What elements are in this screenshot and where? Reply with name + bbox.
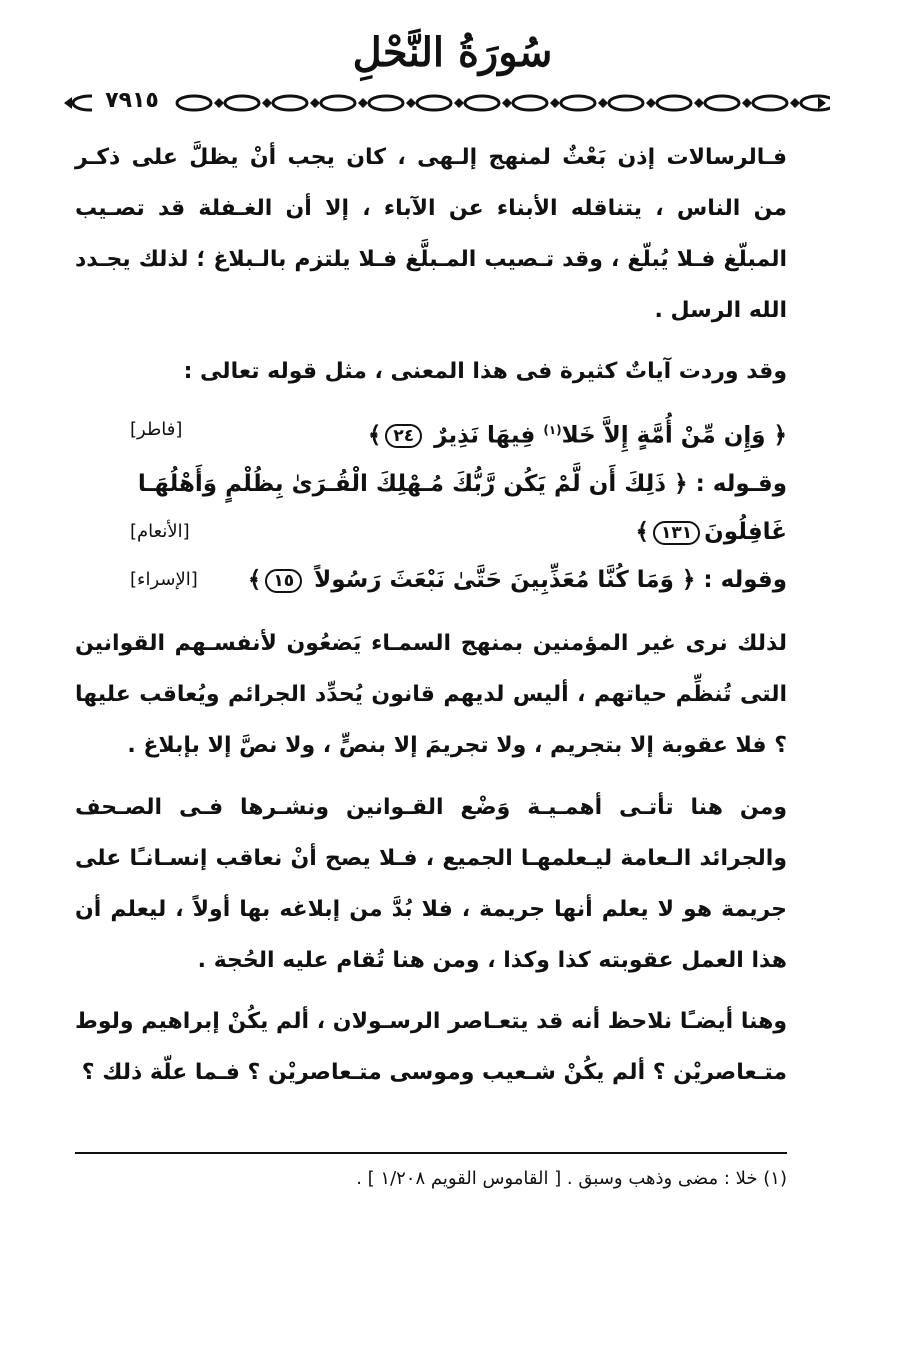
verse-anam-line-1 [75, 460, 787, 508]
verse-intro: وقـوله : [687, 471, 787, 497]
verse-anam-line-2 [75, 508, 787, 556]
footnote-divider [75, 1152, 787, 1154]
verse-intro: وقوله : [695, 567, 787, 593]
footnote-marker: (١) [543, 423, 562, 437]
verse-fatir [75, 406, 787, 454]
header-ornament-border [60, 88, 830, 118]
surah-title: سُورَةُ النَّحْلِ [352, 29, 553, 76]
chain-ornament-icon [60, 88, 830, 118]
verse-text: وقوله : ﴿ وَمَا كُنَّا مُعَذِّبِينَ حَتَّىٰ نَبْعَثَ رَسُولاً ١٥﴾ [247, 567, 787, 593]
paragraph-5: وهنا أيضـًا نلاحظ أنه قد يتعـاصر الرسـولان ، ألم يكُنْ إبراهيم ولوط متـعاصريْن ؟ ألم يكُنْ شـعيب وموسى متـعاصريْن ؟ فـما علّة ذلك ؟ [75, 1009, 787, 1085]
ayah-number: ١٥ [265, 569, 302, 593]
paragraph-2: وقد وردت آياتٌ كثيرة فى هذا المعنى ، مثل قوله تعالى : [183, 359, 787, 384]
ayah-number: ١٣١ [653, 521, 700, 545]
verse-text: وقـوله : ﴿ ذَلِكَ أَن لَّمْ يَكُن رَّبُّكَ مُـهْلِكَ الْقُـرَىٰ بِظُلْمٍ وَأَهْلُهَـا [137, 471, 787, 497]
footnote: (١) خلا : مضى وذهب وسبق . [ القاموس القويم ١/٢٠٨ ] . [356, 1168, 787, 1189]
paragraph-4: ومن هنا تأتـى أهمـيـة وَضْع القـوانين ونشـرها فـى الصـحف والجرائد الـعامة ليـعلمهـا الجميع ، فـلا يصح أنْ نعاقب إنسـانـًا على جريمة هو لا يعلم أنها جريمة ، فلا بُدَّ من إبلاغه بها أولاً ، ليعلم أن هذا العمل عقوبته كذا وكذا ، ومن هنا تُقام عليه الحُجة . [75, 795, 787, 973]
page-number: ٧٩١٥ [92, 86, 172, 116]
surah-reference: [فاطر] [130, 419, 183, 440]
verse-isra [75, 556, 787, 604]
surah-reference: [الأنعام] [130, 521, 190, 542]
paragraph-3: لذلك نرى غير المؤمنين بمنهج السمـاء يَضعُون لأنفسـهم القوانين التى تُنظِّم حياتهم ، أليس لديهم قانون يُحدِّد الجرائم ويُعاقب عليها ؟ فلا عقوبة إلا بتجريم ، ولا تجريمَ إلا بنصٍّ ، ولا نصَّ إلا بإبلاغ . [75, 631, 787, 758]
surah-reference: [الإسراء] [130, 569, 198, 590]
verse-text: غَافِلُونَ١٣١﴾ [635, 519, 787, 545]
verse-text: ﴿ وَإِن مِّنْ أُمَّةٍ إِلاَّ خَلا$^{(١)}$ فِيهَا نَذِيرٌ ٢٤﴾ [367, 422, 787, 449]
paragraph-1: فـالرسالات إذن بَعْثٌ لمنهج إلـهى ، كان يجب أنْ يظلَّ على ذكـر من الناس ، يتناقله الأبناء عن الآباء ، إلا أن الغـفلة قد تصـيب المبلّغ فـلا يُبلّغ ، وقد تـصيب المـبلَّغ فـلا يلتزم بالـبلاغ ؛ لذلك يجـدد الله الرسل . [75, 145, 787, 323]
ayah-number: ٢٤ [385, 424, 422, 448]
